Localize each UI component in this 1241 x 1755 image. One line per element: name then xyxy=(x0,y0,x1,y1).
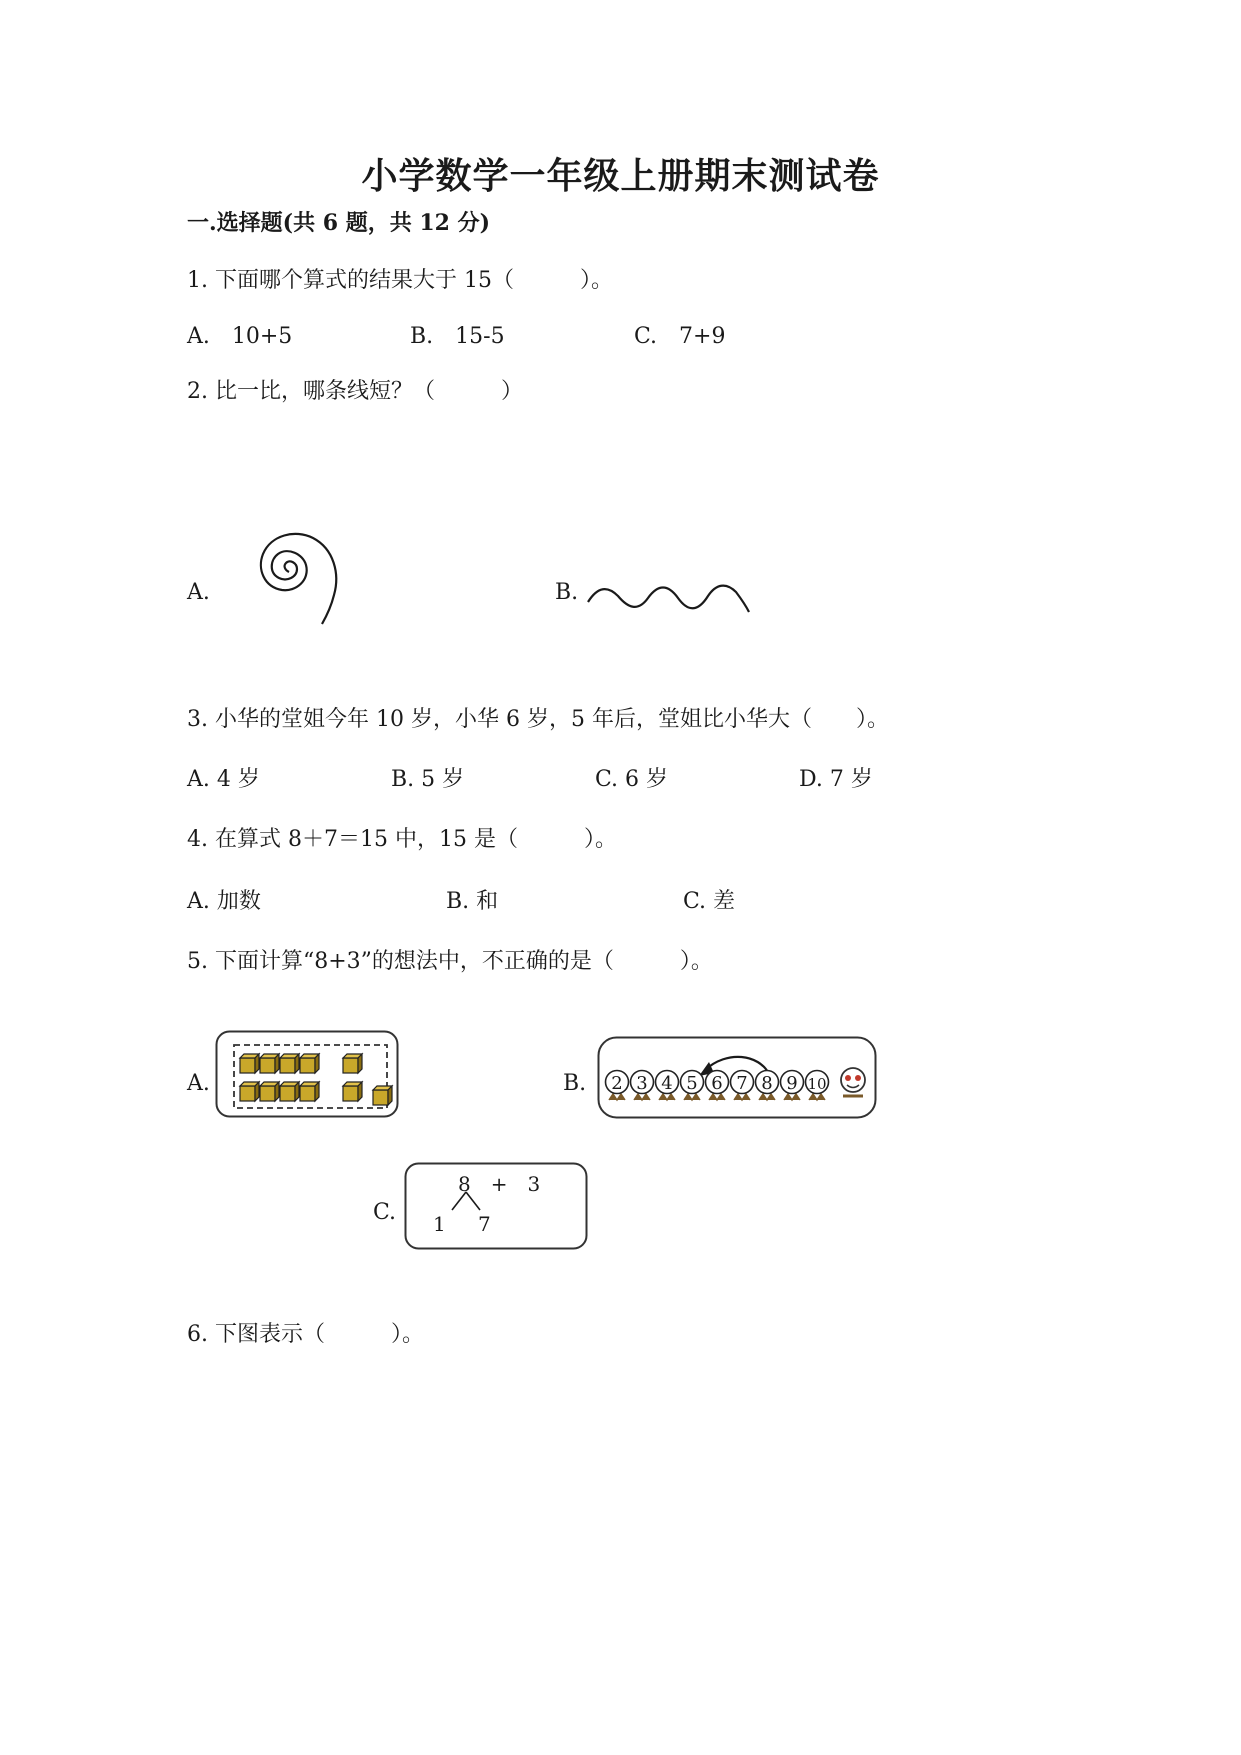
question-5: 5. 下面计算“8+3”的想法中，不正确的是（ ）。 xyxy=(187,949,713,974)
question-4: 4. 在算式 8＋7＝15 中，15 是（ ）。 xyxy=(187,827,617,852)
split-right-number: 7 xyxy=(478,1212,491,1236)
svg-text:5: 5 xyxy=(686,1073,698,1094)
q4-option-c[interactable]: C. 差 xyxy=(683,889,736,914)
q3-option-b[interactable]: B. 5 岁 xyxy=(391,767,465,792)
q3-option-d[interactable]: D. 7 岁 xyxy=(799,767,873,792)
section-heading: 一.选择题(共 6 题，共 12 分) xyxy=(187,210,491,236)
split-left-number: 1 xyxy=(433,1212,446,1236)
page-title: 小学数学一年级上册期末测试卷 xyxy=(361,155,880,197)
question-3: 3. 小华的堂姐今年 10 岁，小华 6 岁，5 年后，堂姐比小华大（ ）。 xyxy=(187,707,889,732)
split-expression: 8 + 3 xyxy=(458,1172,541,1196)
cube-icon xyxy=(280,1082,299,1101)
svg-text:8: 8 xyxy=(761,1073,773,1094)
cube-icon xyxy=(260,1054,279,1073)
cube-icon xyxy=(280,1054,299,1073)
q1-option-a[interactable]: A. 10+5 xyxy=(187,324,293,349)
svg-text:6: 6 xyxy=(711,1073,723,1094)
cubes-figure xyxy=(215,1030,400,1120)
svg-text:3: 3 xyxy=(636,1073,648,1094)
q5-option-b[interactable]: B. xyxy=(563,1071,587,1096)
svg-text:7: 7 xyxy=(736,1073,748,1094)
cube-icon xyxy=(373,1086,392,1105)
q3-option-c[interactable]: C. 6 岁 xyxy=(595,767,669,792)
cube-icon xyxy=(260,1082,279,1101)
svg-text:9: 9 xyxy=(786,1073,798,1094)
q5-option-a[interactable]: A. xyxy=(187,1071,210,1096)
cube-icon xyxy=(343,1082,362,1101)
q4-option-a[interactable]: A. 加数 xyxy=(187,889,261,914)
wavy-line-figure xyxy=(586,578,751,618)
svg-text:4: 4 xyxy=(661,1073,673,1094)
q4-option-b[interactable]: B. 和 xyxy=(446,889,499,914)
svg-text:2: 2 xyxy=(611,1073,623,1094)
cube-icon xyxy=(240,1054,259,1073)
spiral-line-figure xyxy=(220,500,370,630)
cube-icon xyxy=(300,1054,319,1073)
question-6: 6. 下图表示（ ）。 xyxy=(187,1322,424,1347)
q3-option-a[interactable]: A. 4 岁 xyxy=(187,767,260,792)
cube-icon xyxy=(300,1082,319,1101)
q1-option-b[interactable]: B. 15-5 xyxy=(410,324,505,349)
q2-option-b[interactable]: B. xyxy=(555,580,579,605)
question-2: 2. 比一比，哪条线短？（ ） xyxy=(187,379,523,404)
cube-icon xyxy=(343,1054,362,1073)
cube-icon xyxy=(240,1082,259,1101)
q1-option-c[interactable]: C. 7+9 xyxy=(634,324,726,349)
svg-text:10: 10 xyxy=(807,1075,827,1093)
q2-option-a[interactable]: A. xyxy=(187,580,210,605)
question-1: 1. 下面哪个算式的结果大于 15（ ）。 xyxy=(187,268,613,293)
caterpillar-figure xyxy=(597,1036,877,1120)
q5-option-c[interactable]: C. xyxy=(373,1200,397,1225)
